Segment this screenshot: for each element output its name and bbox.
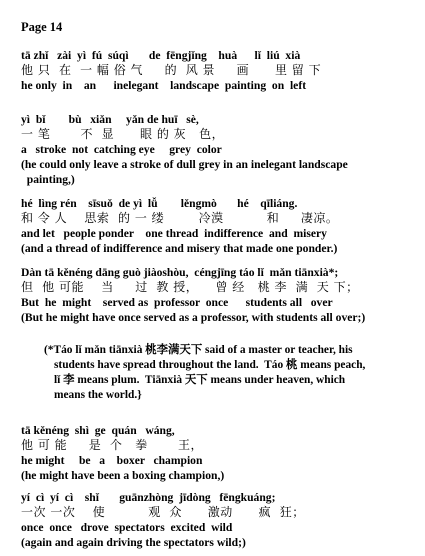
english-gloss-line: once once drove spectators excited wild	[21, 521, 233, 534]
footnote-line: means the world.}	[54, 389, 142, 401]
english-gloss-line: he might be a boxer champion	[21, 454, 203, 467]
translation-line: (and a thread of indifference and misery that made one ponder.)	[21, 242, 338, 255]
english-gloss-line: he only in an inelegant landscape painting on left	[21, 79, 307, 92]
footnote	[44, 343, 415, 403]
stanza-1	[21, 48, 417, 93]
pinyin-line: Dàn tā kěnéng dāng guò jiàoshòu, céngjīng táo lǐ mǎn tiānxià*;	[21, 266, 339, 279]
pinyin-line: tā kěnéng shì ge quán wáng,	[21, 424, 175, 437]
footnote-line: lǐ 李 means plum. Tiānxià 天下 means under heaven, which	[54, 374, 346, 386]
english-gloss-line: But he might served as professor once students all over	[21, 296, 333, 309]
chinese-line: 他 只 在 一 幅 俗 气 的 风 景 画 里 留 下	[21, 63, 322, 77]
footnote-line: (*Táo lǐ mǎn tiānxià 桃李满天下 said of a master or teacher, his	[44, 344, 353, 356]
chinese-line: 一次 一次 使 观 众 激动 疯 狂；	[21, 505, 305, 519]
stanza-2	[21, 112, 417, 187]
chinese-line: 和 令 人 思索 的 一 缕 冷漠 和 凄凉。	[21, 211, 339, 225]
page-number: Page 14	[21, 20, 63, 34]
stanza-5	[21, 423, 417, 483]
translation-line: (But he might have once served as a professor, with students all over;)	[21, 311, 366, 324]
pinyin-line: tā zhǐ zài yì fú súqì de fēngjǐng huà lǐ liú xià	[21, 49, 301, 62]
chinese-line: 但 他 可能 当 过 教 授， 曾 经 桃 李 满 天 下；	[21, 280, 359, 294]
english-gloss-line: a stroke not catching eye grey color	[21, 143, 222, 156]
translation-line: (again and again driving the spectators wild;)	[21, 536, 246, 549]
footnote-line: students have spread throughout the land. Táo 桃 means peach,	[54, 359, 366, 371]
pinyin-line: hé lìng rén sīsuǒ de yì lǚ lěngmò hé qīliáng.	[21, 197, 298, 210]
chinese-line: 一 笔 不 显 眼 的 灰 色，	[21, 127, 225, 141]
stanza-4	[21, 265, 417, 325]
chinese-line: 他 可 能 是 个 拳 王，	[21, 438, 203, 452]
stanza-3	[21, 196, 417, 256]
stanza-6	[21, 490, 417, 550]
pinyin-line: yí cì yí cì shǐ guānzhòng jīdòng fēngkuáng;	[21, 491, 276, 504]
translation-line: (he might have been a boxing champion,)	[21, 469, 225, 482]
translation-line: (he could only leave a stroke of dull grey in an inelegant landscape	[21, 158, 348, 171]
translation-line: painting,)	[21, 173, 75, 186]
english-gloss-line: and let people ponder one thread indifference and misery	[21, 227, 327, 240]
pinyin-line: yì bǐ bù xiǎn yǎn de huī sè,	[21, 113, 199, 126]
